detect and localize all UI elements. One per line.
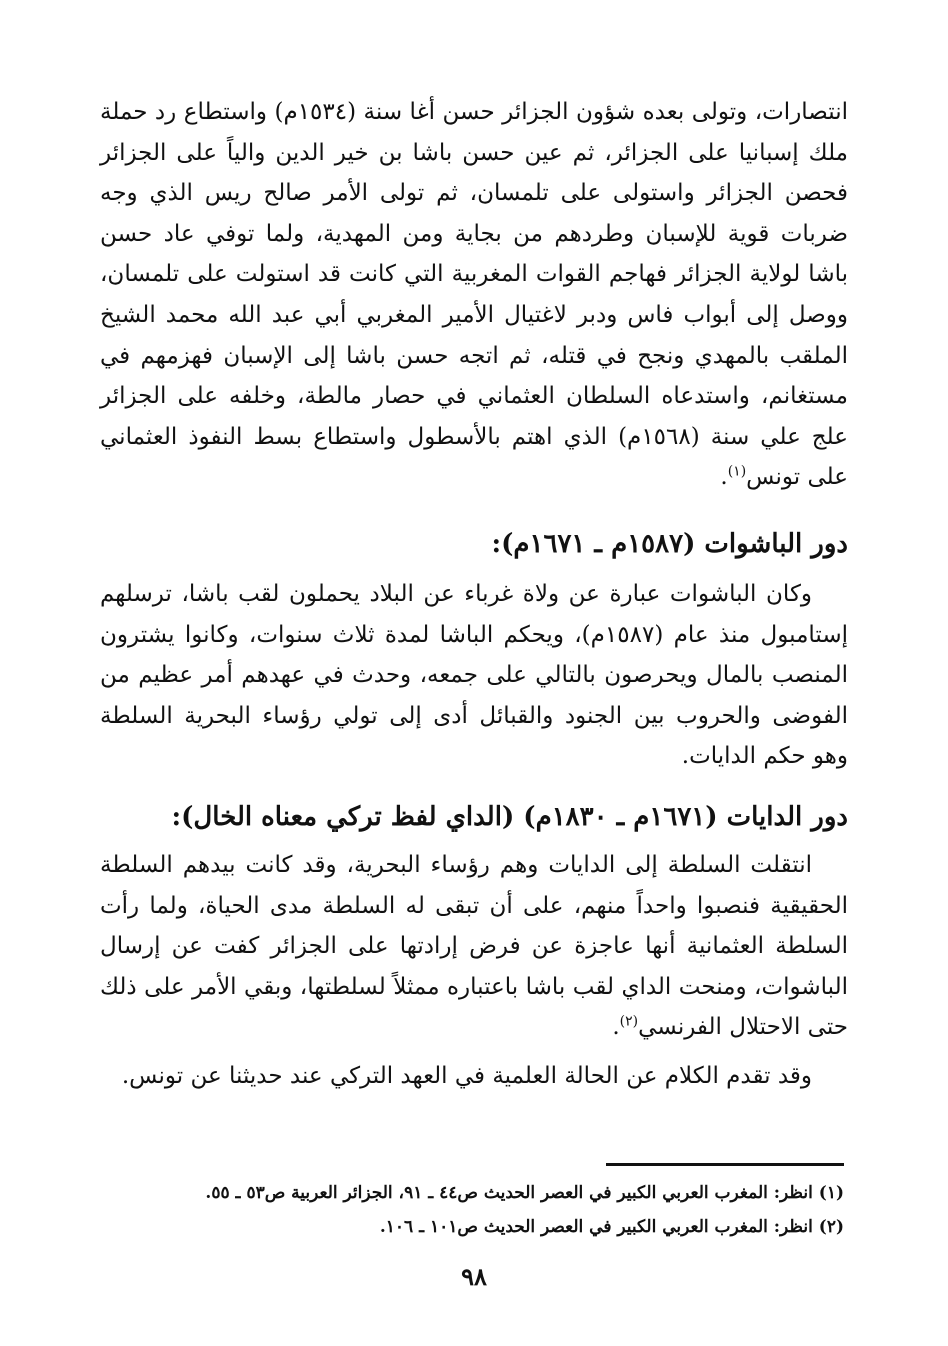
paragraph-3-text: انتقلت السلطة إلى الدايات وهم رؤساء البحرية، وقد كانت بيدهم السلطة الحقيقية فنصبوا واحداً منهم، على أن تبقى له السلطة مدى الحياة، ولما رأت السلطة العثمانية أنها عاجزة عن فرض إرادتها على الجزائر كفت عن إرسال الباشوات، ومنحت الداي لقب باشا باعتباره ممثلاً لسلطتها، وبقي الأمر على ذلك حتى الاحتلال الفرنسي — [100, 851, 848, 1041]
footnote-ref-1: (١) — [727, 463, 747, 480]
footnote-2: (٢) انظر: المغرب العربي الكبير في العصر الحديث ص١٠١ ـ ١٠٦. — [379, 1217, 844, 1237]
footnote-1: (١) انظر: المغرب العربي الكبير في العصر الحديث ص٤٤ ـ ٩١، الجزائر العربية ص٥٣ ـ ٥٥. — [205, 1183, 844, 1203]
section-heading-deys: دور الدايات (١٦٧١م ـ ١٨٣٠م) (الداي لفظ تركي معناه الخال): — [171, 801, 848, 832]
footnote-separator — [606, 1163, 844, 1166]
paragraph-3-end: . — [612, 1014, 620, 1041]
footnote-ref-2: (٢) — [619, 1013, 639, 1030]
paragraph-3 — [100, 845, 848, 1048]
page-body — [100, 92, 848, 1326]
section-heading-pashas: دور الباشوات (١٥٨٧م ـ ١٦٧١م): — [491, 528, 848, 559]
footnotes — [104, 1176, 844, 1244]
paragraph-1-end: . — [720, 464, 728, 491]
paragraph-2: وكان الباشوات عبارة عن ولاة غرباء عن البلاد يحملون لقب باشا، ترسلهم إستامبول منذ عام (١٥٨٧م)، ويحكم الباشا لمدة ثلاث سنوات، وكانوا يشترون المنصب بالمال ويحرصون بالتالي على جمعه، وحدث في عهدهم أمر عظيم من الفوضى والحروب بين الجنود والقبائل أدى إلى تولي رؤساء البحرية السلطة وهو حكم الدايات. — [100, 580, 848, 770]
paragraph-1-text: انتصارات، وتولى بعده شؤون الجزائر حسن أغا سنة (١٥٣٤م) واستطاع رد حملة ملك إسبانيا على الجزائر، ثم عين حسن باشا بن خير الدين والياً على الجزائر فحصن الجزائر واستولى على تلمسان، ثم تولى الأمر صالح ريس الذي وجه ضربات قوية للإسبان وطردهم من بجاية ومن المهدية، ولما توفي عاد حسن باشا لولاية الجزائر فهاجم القوات المغربية التي كانت قد استولت على تلمسان، ووصل إلى أبواب فاس ودبر لاغتيال الأمير المغربي أبي عبد الله محمد الشيخ الملقب بالمهدي ونجح في قتله، ثم اتجه حسن باشا إلى الإسبان فهزمهم في مستغانم، واستدعاه السلطان العثماني في حصار مالطة، وخلفه على الجزائر علج علي سنة (١٥٦٨م) الذي اهتم بالأسطول واستطاع بسط النفوذ العثماني على تونس — [100, 99, 849, 491]
paragraph-1 — [100, 92, 848, 498]
page-number: ٩٨ — [461, 1262, 487, 1291]
paragraph-4: وقد تقدم الكلام عن الحالة العلمية في العهد التركي عند حديثنا عن تونس. — [121, 1062, 812, 1089]
